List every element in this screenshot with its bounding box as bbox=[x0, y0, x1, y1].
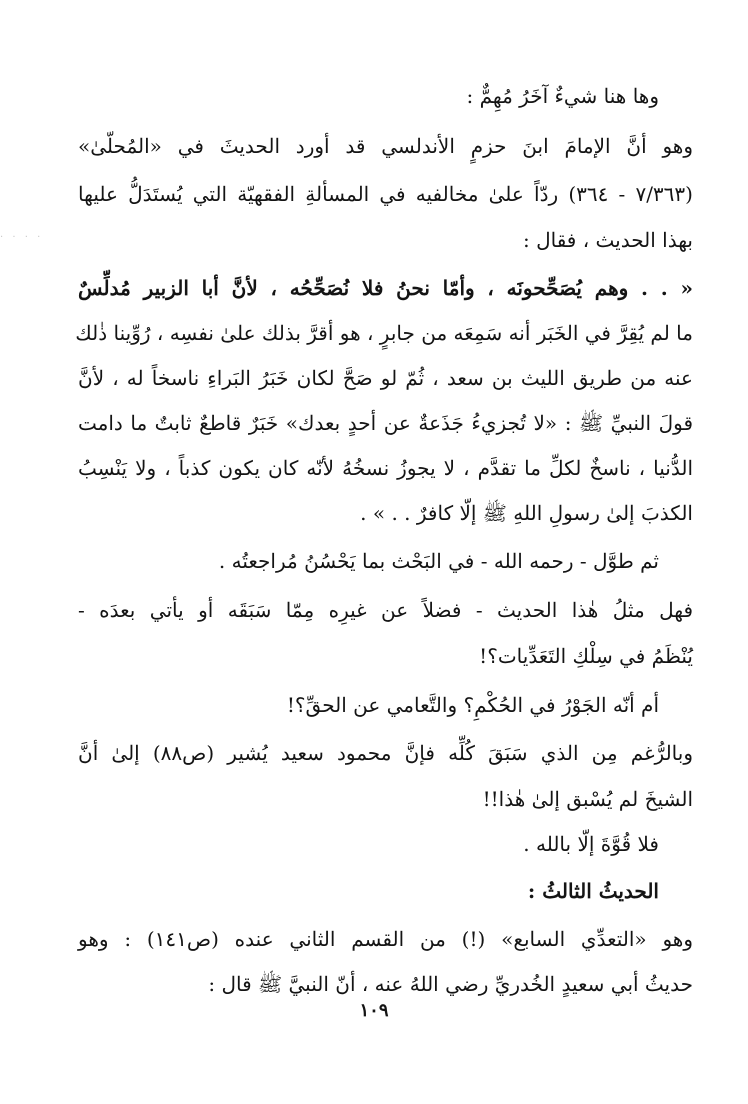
text-line: بهذا الحديث ، فقال : bbox=[522, 228, 693, 252]
text-line: حديثُ أبي سعيدٍ الخُدريِّ رضي اللهُ عنه ، أنّ النبيَّ ﷺ قال : bbox=[208, 972, 693, 996]
text-line: عنه من طريق الليث بن سعد ، ثُمّ لو صَحَّ لكان خَبَرُ البَراءِ ناسخاً له ، لأنَّ bbox=[78, 366, 693, 390]
text-line: ثم طوَّل - رحمه الله - في البَحْث بما يَحْسُنُ مُراجعتُه . bbox=[218, 549, 659, 573]
text-line: وها هنا شيءٌ آخَرُ مُهِمٌّ : bbox=[466, 84, 659, 108]
text-line: أم أنّه الجَوْرُ في الحُكْمِ؟ والتَّعامي عن الحقِّ؟! bbox=[286, 693, 659, 717]
text-line: وهو أنَّ الإمامَ ابنَ حزمٍ الأندلسي قد أورد الحديثَ في «المُحلّىٰ» bbox=[78, 134, 693, 158]
text-line: فلا قُوَّةَ إلّا بالله . bbox=[523, 832, 659, 856]
text-line: فهل مثلُ هٰذا الحديث - فضلاً عن غيرِه مِمّا سَبَقَه أو يأتي بعدَه - bbox=[78, 598, 693, 622]
text-line: يُنْظَمُ في سِلْكِ التَعَدِّيات؟! bbox=[479, 644, 693, 668]
text-line: (٧/٣٦٣ - ٣٦٤) ردّاً علىٰ مخالفيه في المسألةِ الفقهيّة التي يُستَدَلُّ عليها bbox=[78, 182, 693, 206]
margin-mark: · · · · bbox=[0, 232, 44, 243]
text-line: وهو «التعدِّي السابع» (!) من القسم الثاني عنده (ص١٤١) : وهو bbox=[78, 927, 693, 951]
text-line: الشيخَ لم يُسْبق إلىٰ هٰذا!! bbox=[482, 787, 693, 811]
section-heading: الحديثُ الثالثُ : bbox=[527, 879, 659, 903]
text-line: « . . وهم يُصَحِّحونَه ، وأمّا نحنُ فلا نُصَحِّحُه ، لأنَّ أبا الزبير مُدلِّسٌ bbox=[78, 276, 693, 300]
text-line: قولَ النبيِّ ﷺ : «لا تُجزيءُ جَذَعةٌ عن أحدٍ بعدك» خَبَرٌ قاطعٌ ثابتٌ ما دامت bbox=[78, 411, 693, 435]
text-line: الكذبَ إلىٰ رسولِ اللهِ ﷺ إلّا كافرٌ . . » . bbox=[360, 501, 693, 525]
text-line: ما لم يُقِرَّ في الخَبَر أنه سَمِعَه من جابرٍ ، هو أقرَّ بذلك علىٰ نفسِه ، رُوِّينا ذٰلك bbox=[75, 321, 693, 345]
text-line: الدُّنيا ، ناسخٌ لكلِّ ما تقدَّم ، لا يجوزُ نسخُهُ لأنّه كان يكون كذباً ، ولا يَنْسِبُ bbox=[78, 456, 693, 480]
text-line: وبالرُّغم مِن الذي سَبَقَ كُلِّه فإنَّ محمود سعيد يُشير (ص٨٨) إلىٰ أنَّ bbox=[78, 741, 693, 765]
page-number: ١٠٩ bbox=[359, 1000, 389, 1021]
